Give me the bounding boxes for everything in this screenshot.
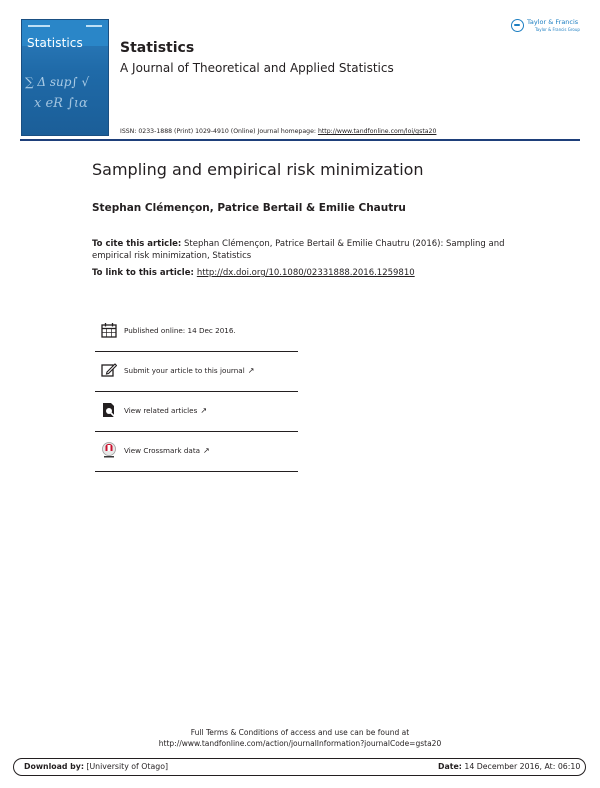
cover-formula: ∑ Δ sup∫ √ [25, 75, 90, 89]
crossmark-icon [101, 442, 117, 458]
published-online-row [96, 312, 298, 352]
submit-article-text: Submit your article to this journal [124, 366, 245, 375]
cover-formula: x eR ∫ια [34, 96, 88, 111]
header-divider [20, 139, 580, 141]
doi-link[interactable]: http://dx.doi.org/10.1080/02331888.2016.1259810 [196, 268, 415, 278]
cover-detail-line [86, 25, 102, 27]
journal-title: Statistics [120, 40, 195, 56]
calendar-icon [101, 322, 117, 338]
external-link-icon: ↗ [200, 406, 208, 415]
terms-notice [0, 727, 600, 749]
issn-text: ISSN: 0233-1888 (Print) 1029-4910 (Online) Journal homepage: [120, 128, 318, 135]
submit-article-link[interactable] [96, 352, 298, 392]
cover-detail-line [28, 25, 50, 27]
related-articles-text: View related articles [124, 406, 198, 415]
published-online-text: Published online: 14 Dec 2016. [124, 326, 236, 335]
terms-url[interactable]: http://www.tandfonline.com/action/journalInformation?journalCode=gsta20 [158, 739, 442, 748]
external-link-icon: ↗ [203, 446, 210, 455]
publisher-logo-group: Taylor & Francis Group [535, 27, 580, 32]
issn-line [120, 128, 436, 135]
publisher-logo-icon [511, 19, 524, 32]
download-date-label: Date: [438, 762, 462, 771]
crossmark-link[interactable] [96, 432, 298, 472]
cover-title: Statistics [27, 36, 83, 50]
crossmark-label [124, 446, 210, 455]
divider [95, 471, 298, 472]
download-date-value: 14 December 2016, At: 06:10 [461, 762, 581, 771]
article-link-label: To link to this article: [92, 268, 197, 278]
article-link-line [92, 268, 415, 278]
document-search-icon [101, 402, 117, 418]
download-date [438, 762, 580, 771]
article-title: Sampling and empirical risk minimization [92, 160, 424, 179]
downloaded-by-label: Download by: [24, 762, 84, 771]
downloaded-by [24, 762, 168, 771]
citation-label: To cite this article: [92, 239, 182, 249]
external-link-icon: ↗ [247, 366, 255, 375]
terms-line: Full Terms & Conditions of access and use can be found at [190, 728, 410, 737]
edit-icon [101, 362, 117, 378]
journal-cover-image [21, 19, 109, 136]
journal-subtitle: A Journal of Theoretical and Applied Statistics [120, 61, 394, 75]
related-articles-label [124, 406, 207, 415]
submit-article-label [124, 366, 254, 375]
journal-homepage-link[interactable]: http://www.tandfonline.com/loi/gsta20 [317, 128, 437, 135]
crossmark-text: View Crossmark data [124, 446, 201, 455]
publisher-logo[interactable] [511, 17, 583, 37]
citation-text: Stephan Clémençon, Patrice Bertail & Emilie Chautru (2016): Sampling and empirical risk minimization, Statistics [92, 239, 505, 261]
article-authors: Stephan Clémençon, Patrice Bertail & Emilie Chautru [92, 202, 406, 214]
downloaded-by-value: [University of Otago] [83, 762, 169, 771]
related-articles-link[interactable] [96, 392, 298, 432]
publisher-logo-name: Taylor & Francis [527, 18, 579, 26]
citation-block [92, 238, 522, 262]
